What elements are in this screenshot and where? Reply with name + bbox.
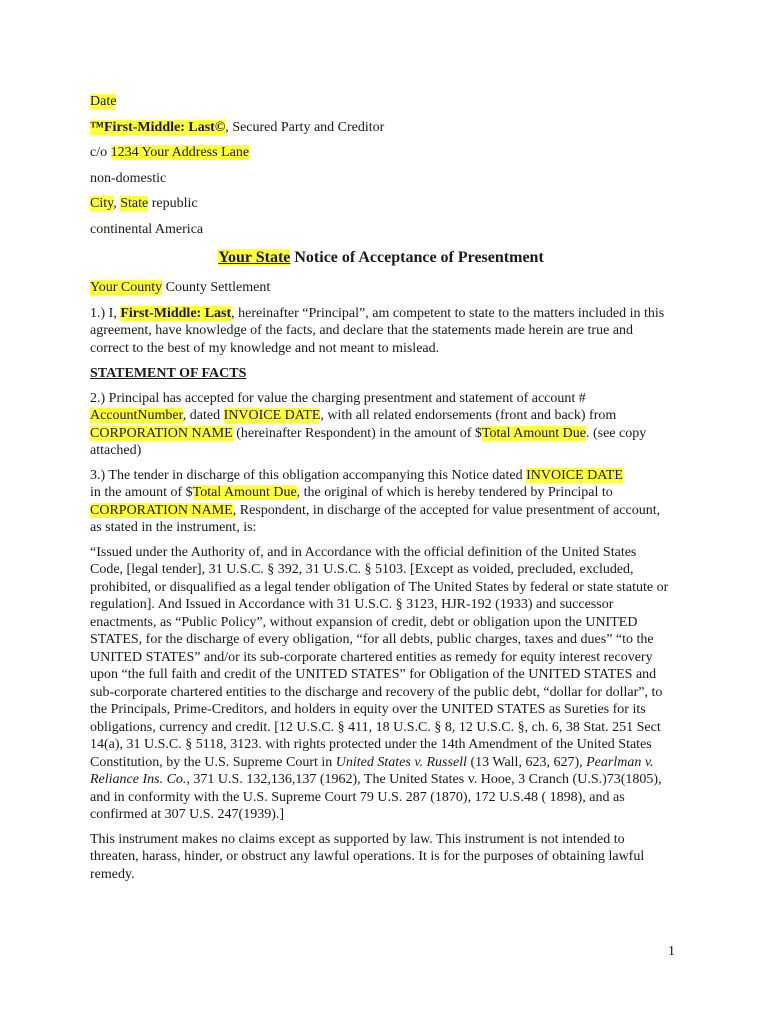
paragraph-2-amount-text: (hereinafter Respondent) in the amount of $ — [232, 425, 482, 441]
case-citation-pearlman: Pearlman v. Reliance Ins. Co. — [90, 754, 654, 787]
corporation-name-placeholder-2: CORPORATION NAME — [90, 502, 233, 518]
county-placeholder: Your County — [90, 280, 163, 295]
date-line — [90, 93, 672, 111]
total-amount-placeholder: Total Amount Due — [481, 425, 586, 441]
city-placeholder: City — [90, 196, 114, 211]
county-settlement-text: County Settlement — [162, 280, 271, 295]
total-amount-placeholder-2: Total Amount Due — [192, 485, 297, 500]
paragraph-3-suffix: , Respondent, in discharge of the accepted for value presentment of account, as stated in the instrument, is: — [90, 502, 661, 535]
sender-name-placeholder — [90, 120, 225, 135]
paragraph-2 — [90, 390, 672, 460]
title-text: Notice of Acceptance of Presentment — [290, 249, 544, 266]
document-title — [90, 248, 672, 268]
page-number: 1 — [668, 944, 675, 959]
city-state-separator: , — [113, 196, 121, 211]
address-placeholder: 1234 Your Address Lane — [110, 145, 250, 160]
paragraph-1-prefix: 1.) I, — [90, 305, 121, 321]
paragraph-3-amount-prefix: in the amount of $ — [90, 485, 193, 500]
non-domestic-line: non-domestic — [90, 170, 167, 186]
copyright-symbol: © — [214, 119, 226, 135]
paragraph-1 — [90, 305, 672, 358]
title-state-placeholder: Your State — [218, 249, 291, 266]
paragraph-1-text: , hereinafter “Principal”, am competent to state to the matters included in this agreement, have knowledge of the facts, and declare that the statements made herein are true and correct to the best of my knowledge and not meant to mislead. — [90, 305, 665, 356]
corporation-name-placeholder: CORPORATION NAME — [90, 425, 233, 441]
paragraph-2-dated: , dated — [182, 408, 224, 423]
republic-text: republic — [148, 196, 198, 211]
county-line — [90, 279, 672, 297]
closing-paragraph: This instrument makes no claims except as supported by law. This instrument is not intended to threaten, harass, hinder, or obstruct any lawful operations. It is for the purposes of obtaining lawful remedy. — [90, 831, 645, 882]
quote-part-3: , 371 U.S. 132,136,137 (1962), The United States v. Hooe, 3 Cranch (U.S.)73(1805), and in conformity with the U.S. Supreme Court 79 U.S. 287 (1870), 172 U.S.48 ( 1898), and as confirmed at 307 U.S. 247(1939).] — [90, 772, 662, 822]
sender-line — [90, 119, 672, 137]
paragraph-2-mid: , with all related endorsements (front and back) from — [320, 408, 617, 423]
quote-part-2: (13 Wall, 623, 627), — [466, 754, 587, 770]
sender-name: First-Middle: Last — [104, 119, 215, 135]
account-number-placeholder: AccountNumber — [90, 408, 183, 423]
address-line — [90, 144, 672, 162]
statement-of-facts-heading: STATEMENT OF FACTS — [90, 366, 247, 381]
continental-line: continental America — [90, 221, 204, 237]
quote-part-1: “Issued under the Authority of, and in Accordance with the official definition of the United States Code, [legal tender], 31 U.S.C. § 392, 31 U.S.C. § 5103. [Except as voided, precluded, excluded, prohibited, or disqualified as a legal tender obligation of The United States by federal or state statute or regulation]. And Issued in Accordance with 31 U.S.C. § 3123, HJR-192 (1933) and successor enactments, as “Public Policy”, without expansion of credit, debt or obligation upon the UNITED STATES, for the discharge of every obligation, “for all debts, public charges, taxes and dues” “to the UNITED STATES” and/or its sub-corporate chartered entities as remedy for equity interest recovery upon “the full faith and credit of the UNITED STATES” for Obligation of the UNITED STATES and sub-corporate chartered entities to the discharge and recovery of the public debt, “dollar for dollar”, to the Principals, Prime-Creditors, and holders in equity over the UNITED STATES as Sureties for its obligations, currency and credit. [12 U.S.C. § 411, 18 U.S.C. § 8, 12 U.S.C. §, ch. 6, 38 Stat. 251 Sect 14(a), 31 U.S.C. § 5118, 3123. with rights protected under the 14th Amendment of the United States Constitution, by the U.S. Supreme Court in — [90, 544, 669, 770]
sender-title: , Secured Party and Creditor — [225, 119, 385, 135]
paragraph-3-mid: , the original of which is hereby tendered by Principal to — [296, 485, 613, 500]
care-of-prefix: c/o — [90, 145, 111, 160]
trademark-symbol: ™ — [90, 119, 104, 135]
paragraph-2-prefix: 2.) Principal has accepted for value the charging presentment and statement of account # — [90, 390, 586, 406]
paragraph-3 — [90, 467, 672, 537]
case-citation-russell: United States v. Russell — [335, 754, 467, 770]
city-state-line — [90, 195, 672, 213]
invoice-date-placeholder-2: INVOICE DATE — [526, 467, 623, 483]
invoice-date-placeholder: INVOICE DATE — [223, 408, 321, 423]
document-body — [90, 93, 672, 890]
paragraph-3-prefix: 3.) The tender in discharge of this obligation accompanying this Notice dated — [90, 467, 527, 483]
quoted-instrument — [90, 544, 672, 824]
paragraph-2-suffix: . (see copy attached) — [90, 425, 647, 458]
date-placeholder: Date — [90, 94, 117, 109]
principal-name-placeholder: First-Middle: Last — [120, 305, 232, 321]
state-placeholder: State — [120, 196, 149, 211]
